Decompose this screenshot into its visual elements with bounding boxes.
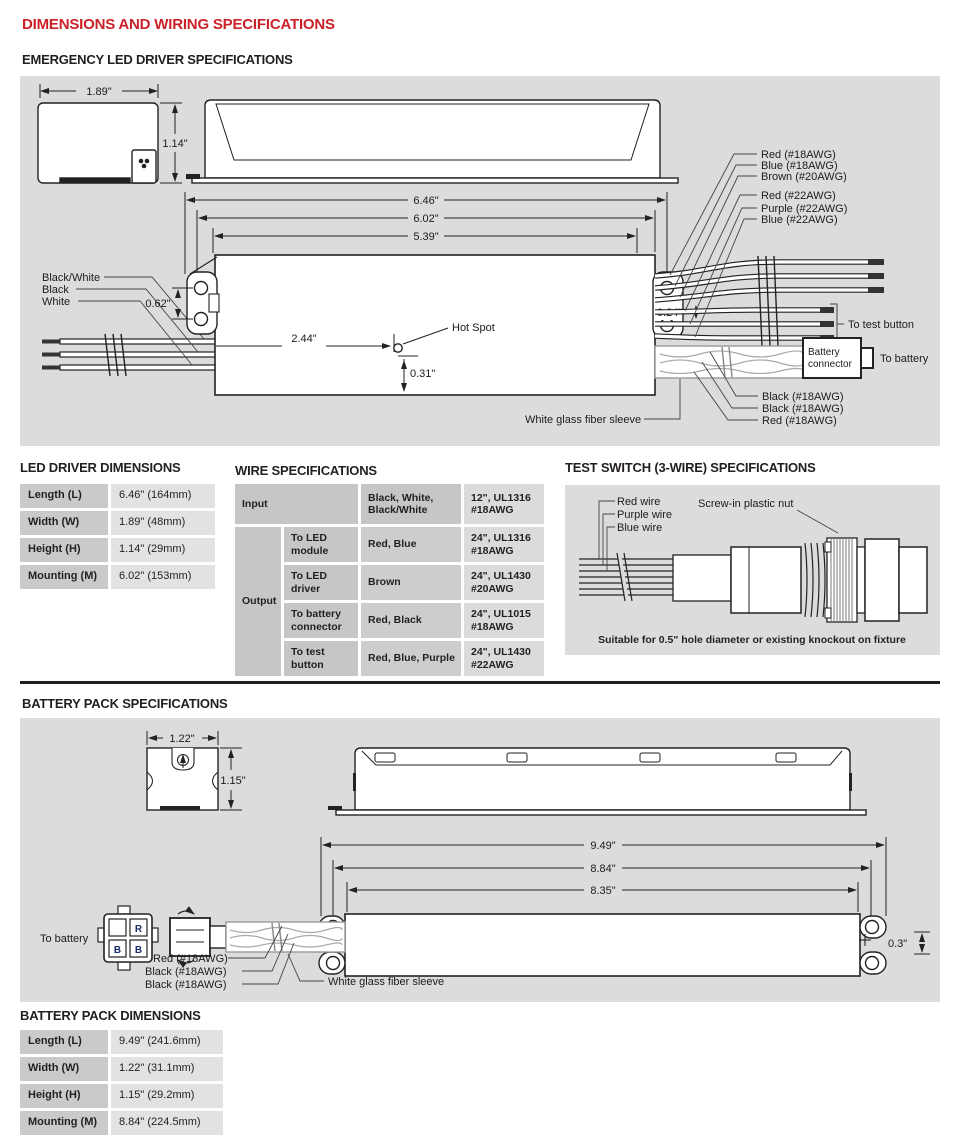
dim-row-value: 9.49" (241.6mm)	[111, 1030, 223, 1054]
output-wire-label-blue18: Blue (#18AWG)	[761, 160, 838, 172]
input-wire-label-blackwhite: Black/White	[42, 272, 101, 284]
wire-row-target: To LED driver	[284, 565, 358, 600]
battery-connector-label-line1: Battery	[808, 347, 840, 358]
battery-dims-table	[20, 1030, 223, 1135]
wire-row-target: To battery connector	[284, 603, 358, 638]
wire-table-heading: WIRE SPECIFICATIONS	[235, 463, 377, 478]
dim-battery-tab-offset: 0.3"	[888, 938, 908, 950]
section-divider	[20, 681, 940, 684]
battery-end-height-dim	[220, 748, 246, 810]
connector-cell-r: R	[134, 924, 143, 935]
wire-input-spec: 12", UL1316 #18AWG	[464, 484, 544, 524]
dim-battery-end-height: 1.15"	[220, 775, 246, 787]
wire-row-target: To test button	[284, 641, 358, 676]
dim-row-value: 1.14" (29mm)	[111, 538, 215, 562]
wire-row-spec: 24", UL1015 #18AWG	[464, 603, 544, 638]
battery-section-heading: BATTERY PACK SPECIFICATIONS	[22, 696, 228, 711]
wire-row-colors: Red, Black	[361, 603, 461, 638]
battery-wire-label-black2: Black (#18AWG)	[145, 979, 227, 991]
wire-table	[235, 484, 544, 676]
test-wire-label-purple: Purple wire	[617, 509, 673, 521]
sleeve-label: White glass fiber sleeve	[525, 414, 642, 426]
plastic-nut-label: Screw-in plastic nut	[698, 498, 794, 510]
test-switch-body	[673, 538, 927, 622]
battery-length-dims	[321, 837, 886, 924]
battery-wire-label-black1: Black (#18AWG)	[145, 966, 227, 978]
driver-battery-cable	[655, 338, 929, 427]
wire-input-colors: Black, White, Black/White	[361, 484, 461, 524]
test-switch-heading: TEST SWITCH (3-WIRE) SPECIFICATIONS	[565, 460, 816, 475]
driver-dims-table	[20, 484, 215, 589]
dim-battery-lid: 8.35"	[590, 885, 616, 897]
driver-end-width-dim	[40, 84, 158, 98]
dim-row-label: Mounting (M)	[20, 565, 108, 589]
dim-hotspot-x: 2.44"	[291, 333, 317, 345]
test-switch-diagram	[565, 485, 940, 655]
test-wire-label-red22: Red (#22AWG)	[761, 190, 836, 202]
wire-row-spec: 24", UL1316 #18AWG	[464, 527, 544, 562]
battery-tab-offset-dim	[888, 932, 930, 954]
input-wire-label-black: Black	[42, 284, 69, 296]
dim-row-value: 6.46" (164mm)	[111, 484, 215, 508]
test-wire-label-purple22: Purple (#22AWG)	[761, 203, 848, 215]
battery-diagram	[20, 718, 940, 1002]
dim-hotspot-y: 0.31"	[410, 368, 436, 380]
test-wire-label-red: Red wire	[617, 496, 661, 508]
test-wire-label-blue22: Blue (#22AWG)	[761, 214, 838, 226]
dim-battery-length: 9.49"	[590, 840, 616, 852]
connector-cell-b1: B	[113, 945, 122, 956]
connector-cell-b2: B	[134, 945, 143, 956]
dim-battery-end-width: 1.22"	[169, 733, 195, 745]
battery-dims-heading: BATTERY PACK DIMENSIONS	[20, 1008, 201, 1023]
dim-hole-spacing: 0.62"	[145, 298, 171, 310]
wire-row-spec: 24", UL1430 #20AWG	[464, 565, 544, 600]
dim-right-offset: 0.24"	[657, 307, 683, 319]
dim-row-label: Length (L)	[20, 484, 108, 508]
test-switch-panel	[565, 485, 940, 655]
driver-side-view	[186, 100, 678, 183]
wire-row-colors: Red, Blue	[361, 527, 461, 562]
driver-end-height-dim	[160, 103, 188, 183]
driver-end-view	[38, 103, 158, 183]
wire-row-spec: 24", UL1430 #22AWG	[464, 641, 544, 676]
to-test-button-label: To test button	[848, 319, 915, 331]
battery-end-width-dim	[147, 731, 218, 745]
test-switch-wires	[579, 553, 673, 601]
page-title: DIMENSIONS AND WIRING SPECIFICATIONS	[22, 16, 335, 33]
output-wire-label-brown20: Brown (#20AWG)	[761, 171, 847, 183]
output-wire-label-red18: Red (#18AWG)	[761, 149, 836, 161]
dim-end-height: 1.14"	[162, 138, 188, 150]
hot-spot-label: Hot Spot	[452, 322, 495, 334]
wire-row-target: To LED module	[284, 527, 358, 562]
dim-mounting: 6.02"	[413, 213, 439, 225]
driver-section-heading: EMERGENCY LED DRIVER SPECIFICATIONS	[22, 52, 293, 67]
battery-connector-label-line2: connector	[808, 359, 852, 370]
dim-row-label: Height (H)	[20, 1084, 108, 1108]
dim-row-label: Height (H)	[20, 538, 108, 562]
battery-wire-label-black2: Black (#18AWG)	[762, 403, 844, 415]
dim-lid: 5.39"	[413, 231, 439, 243]
dim-row-value: 1.15" (29.2mm)	[111, 1084, 223, 1108]
to-battery-label: To battery	[880, 353, 929, 365]
wire-row-colors: Brown	[361, 565, 461, 600]
battery-diagram-panel	[20, 718, 940, 1002]
battery-plan-view	[319, 914, 886, 976]
driver-output-wires	[655, 149, 914, 346]
input-wire-label-white: White	[42, 296, 71, 308]
dim-length: 6.46"	[413, 195, 439, 207]
dim-battery-mounting: 8.84"	[590, 863, 616, 875]
wire-input-cell: Input	[235, 484, 358, 524]
dim-row-value: 8.84" (224.5mm)	[111, 1111, 223, 1135]
dim-row-label: Length (L)	[20, 1030, 108, 1054]
battery-cable	[226, 922, 345, 952]
dim-row-value: 1.89" (48mm)	[111, 511, 215, 535]
battery-side-view	[328, 748, 866, 815]
battery-wire-label-red: Red (#18AWG)	[762, 415, 837, 427]
battery-to-battery-label: To battery	[40, 933, 89, 945]
dim-row-value: 6.02" (153mm)	[111, 565, 215, 589]
test-wire-label-blue: Blue wire	[617, 522, 663, 534]
test-switch-caption: Suitable for 0.5" hole diameter or existing knockout on fixture	[598, 634, 906, 646]
battery-end-view	[147, 748, 218, 810]
battery-wire-label-black1: Black (#18AWG)	[762, 391, 844, 403]
dim-row-label: Mounting (M)	[20, 1111, 108, 1135]
driver-hole-spacing-dim	[145, 288, 193, 319]
driver-diagram	[20, 76, 940, 446]
dim-row-value: 1.22" (31.1mm)	[111, 1057, 223, 1081]
driver-diagram-panel	[20, 76, 940, 446]
dim-row-label: Width (W)	[20, 511, 108, 535]
wire-output-cell: Output	[235, 527, 281, 676]
dim-end-width: 1.89"	[86, 86, 112, 98]
dim-row-label: Width (W)	[20, 1057, 108, 1081]
battery-wire-label-red: Red (#18AWG)	[153, 953, 228, 965]
driver-dims-heading: LED DRIVER DIMENSIONS	[20, 460, 181, 475]
battery-sleeve-label: White glass fiber sleeve	[328, 976, 445, 988]
wire-row-colors: Red, Blue, Purple	[361, 641, 461, 676]
